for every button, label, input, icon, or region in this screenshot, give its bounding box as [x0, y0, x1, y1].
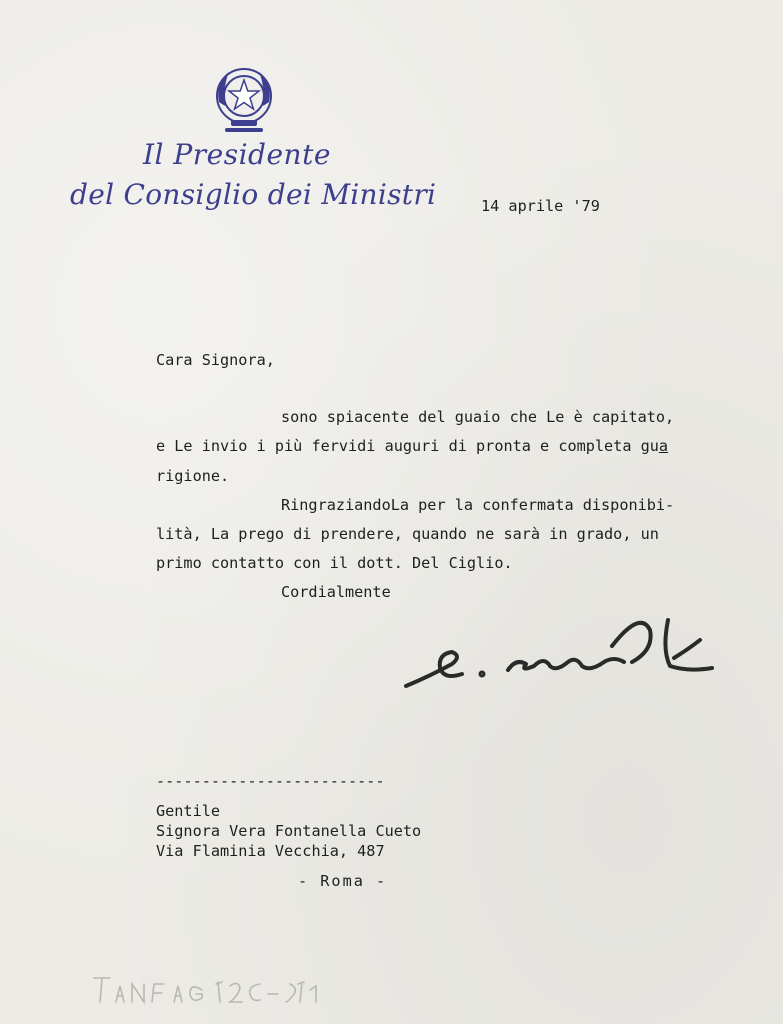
body-line: primo contatto con il dott. Del Ciglio.: [156, 554, 513, 572]
recipient-greeting: Gentile: [156, 802, 221, 820]
pencil-archive-note: [90, 968, 320, 1008]
body-line: RingraziandoLa per la confermata disponibi-: [281, 496, 675, 514]
italian-republic-emblem-icon: [211, 62, 277, 136]
letterhead-title: Il Presidente: [143, 138, 331, 171]
salutation: Cara Signora,: [156, 351, 275, 369]
letter-date: 14 aprile '79: [481, 197, 600, 215]
letterhead-subtitle: del Consiglio dei Ministri: [70, 178, 437, 211]
handwritten-signature: [400, 600, 720, 700]
separator-line: -------------------------: [156, 772, 385, 790]
recipient-address: Via Flaminia Vecchia, 487: [156, 842, 385, 860]
recipient-name: Signora Vera Fontanella Cueto: [156, 822, 422, 840]
body-line-text: e Le invio i più fervidi auguri di pronta e completa gu: [156, 437, 659, 455]
recipient-city: - Roma -: [298, 872, 388, 890]
body-line: sono spiacente del guaio che Le è capitato,: [281, 408, 675, 426]
body-line: [156, 437, 668, 455]
body-line: rigione.: [156, 467, 230, 485]
body-line: lità, La prego di prendere, quando ne sarà in grado, un: [156, 525, 659, 543]
closing: Cordialmente: [281, 583, 391, 601]
underlined-letter: a: [658, 437, 669, 455]
